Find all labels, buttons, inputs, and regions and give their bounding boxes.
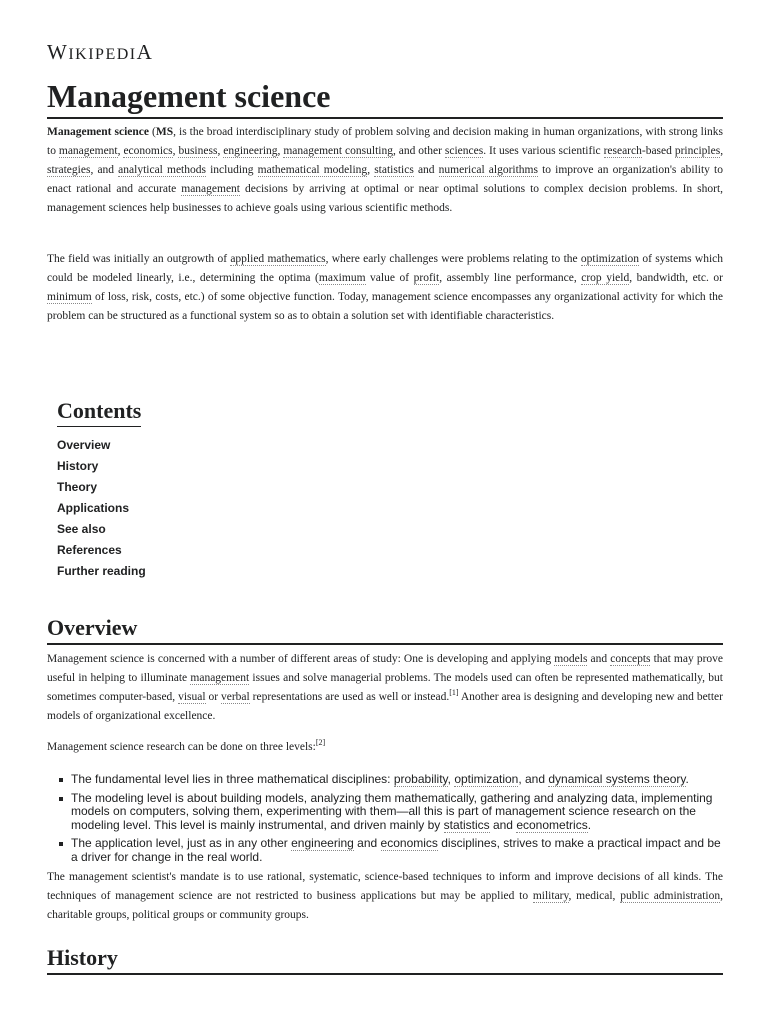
link-military[interactable]: military	[532, 890, 569, 902]
link-statistics[interactable]: statistics	[443, 817, 490, 832]
toc-item-theory[interactable]: Theory	[57, 480, 98, 494]
reference-2[interactable]: [2]	[315, 738, 326, 748]
link-analytical-methods[interactable]: analytical methods	[118, 164, 206, 176]
intro-paragraph-2: The field was initially an outgrowth of applied mathematics, where early challenges were problems relating to the optimization of systems which could be modeled linearly, i.e., determining the optima (maximum value of profit, assembly line performance, crop yield, bandwidth, etc. or minimum of loss, risk, costs, etc.) of some objective function. Today, management science encompasses any organizational activity for which the problem can be structured as a functional system so as to obtain a solution set with identifiable characteristics.	[47, 253, 724, 322]
link-management-consulting[interactable]: management consulting	[283, 145, 393, 157]
link-statistics[interactable]: statistics	[374, 164, 414, 176]
link-principles[interactable]: principles	[674, 145, 721, 157]
link-dynamical-systems-theory[interactable]: dynamical systems theory	[548, 772, 686, 786]
link-models[interactable]: models	[554, 653, 588, 665]
link-sciences[interactable]: sciences	[444, 145, 484, 157]
link-management[interactable]: management	[190, 672, 250, 684]
reference-1[interactable]: [1]	[449, 688, 459, 698]
link-strategies[interactable]: strategies	[47, 164, 91, 176]
link-management-2[interactable]: management	[181, 183, 241, 195]
link-public-administration[interactable]: public administration	[620, 890, 721, 902]
page-title: Management science	[47, 76, 723, 119]
heading-overview: Overview	[47, 613, 723, 645]
heading-history: History	[47, 943, 723, 975]
link-economics[interactable]: economics	[380, 836, 438, 850]
link-management[interactable]: management	[58, 145, 118, 157]
link-mathematical-modeling[interactable]: mathematical modeling	[257, 164, 368, 176]
link-engineering[interactable]: engineering	[291, 836, 354, 850]
list-item-modeling: The modeling level is about building models, analyzing them mathematically, gathering and analyzing data, implementing models on computers, solving them, experimenting with them—all this is part of management science research on the modeling level. This level is mainly instrumental, and driven mainly by statistics and econometrics.	[47, 792, 723, 833]
table-of-contents	[57, 398, 357, 582]
link-maximum[interactable]: maximum	[318, 272, 366, 284]
link-verbal[interactable]: verbal	[221, 691, 250, 703]
overview-paragraph-1: Management science is concerned with a number of different areas of study: One is developing and applying models and concepts that may prove useful in helping to illuminate management issues and solve managerial problems. The models used can often be represented mathematically, but sometimes computer-based, visual or verbal representations are used as well or instead.[1] Another area is designing and developing new and better models of organizational excellence.	[47, 653, 724, 722]
link-economics[interactable]: economics	[123, 145, 173, 157]
toc-item-applications[interactable]: Applications	[57, 501, 130, 515]
toc-title: Contents	[57, 398, 141, 427]
toc-item-history[interactable]: History	[57, 459, 99, 473]
list-item-fundamental: The fundamental level lies in three mathematical disciplines: probability, optimization, and dynamical systems theory.	[47, 773, 723, 787]
toc-item-further-reading[interactable]: Further reading	[57, 564, 146, 578]
link-engineering[interactable]: engineering	[223, 145, 278, 157]
link-crop-yield[interactable]: crop yield	[581, 272, 630, 284]
link-econometrics[interactable]: econometrics	[516, 817, 588, 832]
link-minimum[interactable]: minimum	[47, 291, 92, 303]
link-business[interactable]: business	[178, 145, 218, 157]
link-optimization[interactable]: optimization	[454, 772, 519, 786]
link-probability[interactable]: probability	[393, 772, 448, 786]
overview-paragraph-2: Management science research can be done on three levels:[2]	[47, 738, 326, 753]
toc-item-see-also[interactable]: See also	[57, 522, 106, 536]
link-numerical-algorithms[interactable]: numerical algorithms	[438, 164, 538, 176]
link-profit[interactable]: profit	[413, 272, 440, 284]
link-visual[interactable]: visual	[178, 691, 206, 703]
levels-list	[47, 773, 723, 869]
toc-item-references[interactable]: References	[57, 543, 122, 557]
link-research[interactable]: research	[603, 145, 642, 157]
abbr: MS	[155, 126, 174, 138]
overview-paragraph-3: The management scientist's mandate is to use rational, systematic, science-based techniques to inform and improve decisions of all kinds. The techniques of management science are not restricted to business applications but may be applied to military, medical, public administration, charitable groups, political groups or community groups.	[47, 871, 723, 921]
link-applied-mathematics[interactable]: applied mathematics	[230, 253, 326, 265]
link-concepts[interactable]: concepts	[610, 653, 651, 665]
wikipedia-logo[interactable]: WIKIPEDIA	[47, 40, 154, 64]
bold-term: Management science	[47, 126, 150, 138]
link-optimization[interactable]: optimization	[580, 253, 640, 265]
toc-item-overview[interactable]: Overview	[57, 438, 111, 452]
list-item-application: The application level, just as in any other engineering and economics disciplines, strives to make a practical impact and be a driver for change in the real world.	[47, 837, 723, 864]
intro-paragraph-1: Management science (MS, is the broad interdisciplinary study of problem solving and decision making in human organizations, with strong links to management, economics, business, engineering, management consulting, and other sciences. It uses various scientific research-based principles, strategies, and analytical methods including mathematical modeling, statistics and numerical algorithms to improve an organization's ability to enact rational and accurate management decisions by arriving at optimal or near optimal solutions to complex decision problems. In short, management sciences help businesses to achieve goals using various scientific methods.	[47, 126, 724, 214]
